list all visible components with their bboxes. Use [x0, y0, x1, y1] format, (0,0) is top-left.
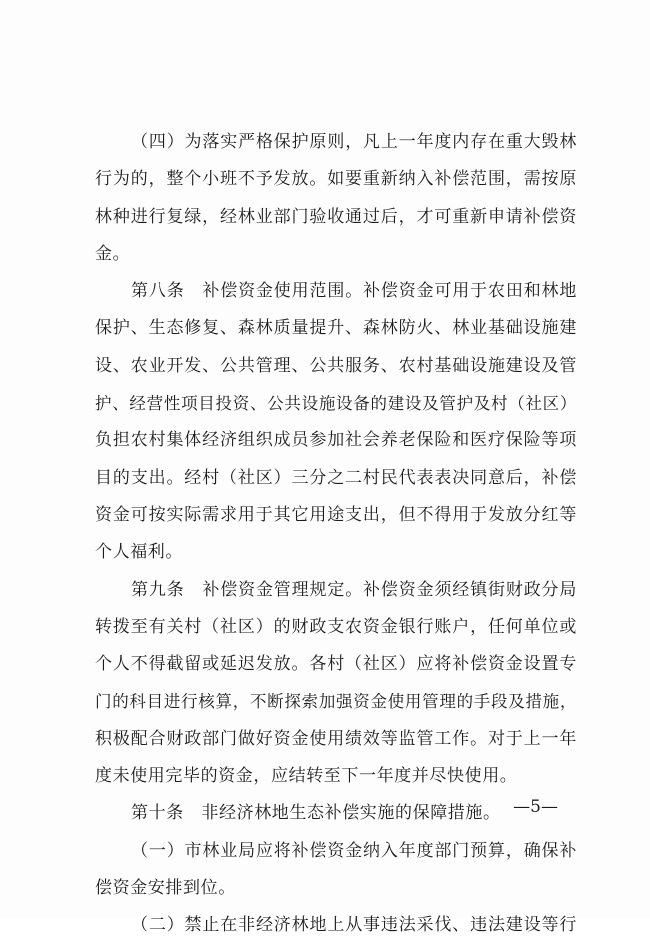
text-line: 保护、生态修复、森林质量提升、森林防火、林业基础设施建 [95, 318, 577, 339]
body-text [95, 124, 577, 945]
text-line: 第八条 补偿资金使用范围。补偿资金可用于农田和林地 [131, 281, 577, 302]
text-line: 第十条 非经济林地生态补偿实施的保障措施。 [131, 803, 501, 824]
text-line: 资金可按实际需求用于其它用途支出，但不得用于发放分红等 [95, 504, 577, 525]
text-line: 门的科目进行核算，不断探索加强资金使用管理的手段及措施， [95, 692, 577, 712]
text-line: （四）为落实严格保护原则，凡上一年度内存在重大毁林 [131, 132, 577, 152]
text-line: 负担农村集体经济组织成员参加社会养老保险和医疗保险等项 [95, 430, 577, 451]
text-line: 金。 [95, 243, 131, 264]
text-line: 积极配合财政部门做好资金使用绩效等监管工作。对于上一年 [95, 728, 577, 749]
text-line: 护、经营性项目投资、公共设施设备的建设及管护及村（社区） [95, 394, 577, 414]
text-line: 度未使用完毕的资金，应结转至下一年度并尽快使用。 [95, 766, 518, 787]
text-line: 转拨至有关村（社区）的财政支农资金银行账户，任何单位或 [95, 616, 577, 637]
text-line: 设、农业开发、公共管理、公共服务、农村基础设施建设及管 [95, 355, 577, 376]
text-line: 第九条 补偿资金管理规定。补偿资金须经镇街财政分局 [131, 579, 577, 600]
text-line: 个人福利。 [95, 542, 183, 563]
text-line: （二）禁止在非经济林地上从事违法采伐、违法建设等行 [131, 915, 577, 936]
text-line: 行为的，整个小班不予发放。如要重新纳入补偿范围，需按原 [95, 169, 577, 190]
text-line: 个人不得截留或延迟发放。各村（社区）应将补偿资金设置专 [95, 654, 577, 675]
page-number: —5— [513, 797, 558, 817]
text-line: （一）市林业局应将补偿资金纳入年度部门预算，确保补 [131, 840, 577, 861]
text-line: 偿资金安排到位。 [95, 877, 236, 898]
text-line: 目的支出。经村（社区）三分之二村民代表表决同意后，补偿 [95, 467, 577, 488]
text-line: 林种进行复绿，经林业部门验收通过后，才可重新申请补偿资 [95, 206, 577, 227]
